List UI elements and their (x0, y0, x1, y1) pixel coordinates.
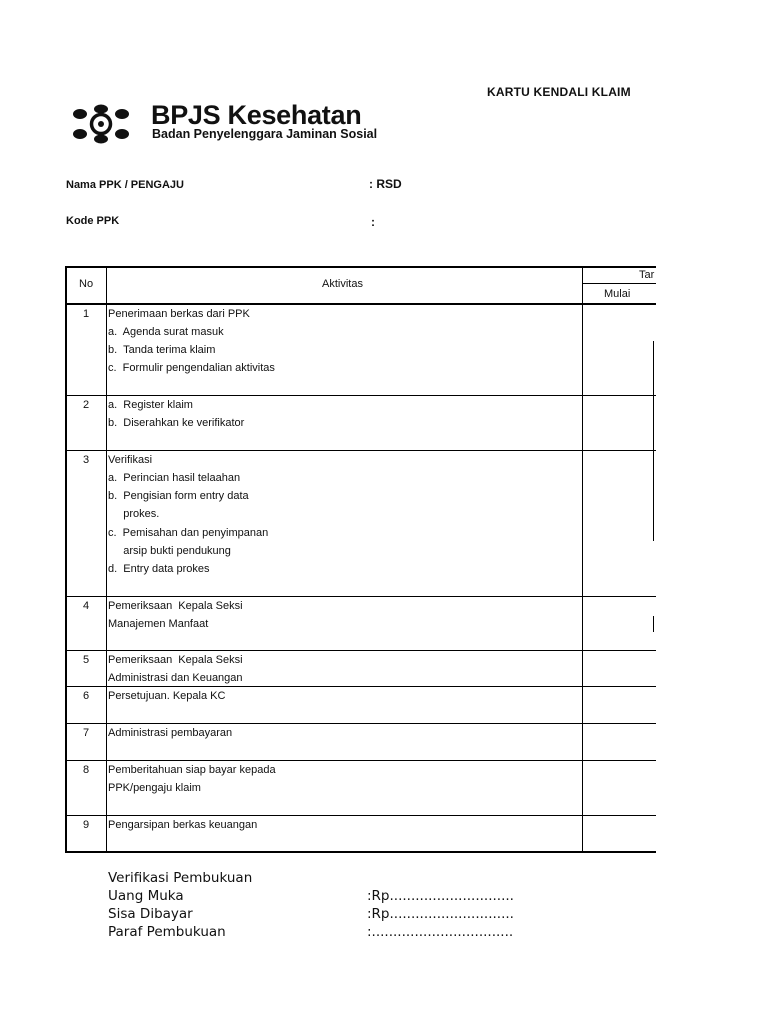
row-number: 7 (83, 727, 90, 739)
activity-line: Persetujuan. Kepala KC (108, 690, 226, 702)
activity-line: b. Tanda terima klaim (108, 344, 216, 356)
brand-name: BPJS Kesehatan (151, 100, 362, 130)
activity-line: a. Agenda surat masuk (108, 326, 224, 338)
header-no: No (79, 278, 94, 290)
row-number: 9 (83, 819, 90, 831)
activity-line: Manajemen Manfaat (108, 618, 209, 630)
table-top-border (65, 266, 656, 268)
footer-heading: Verifikasi Pembukuan (108, 870, 253, 886)
row-number: 3 (83, 454, 90, 466)
row-number: 4 (83, 600, 90, 612)
activity-line: a. Register klaim (108, 399, 193, 411)
activity-line: Verifikasi (108, 454, 153, 466)
table-left-border (65, 266, 67, 853)
row-number: 1 (83, 308, 90, 320)
form-title: KARTU KENDALI KLAIM (487, 85, 631, 99)
ppk-name-value: : RSD (369, 177, 402, 191)
ppk-name-label: Nama PPK / PENGAJU (66, 179, 184, 191)
row-number: 6 (83, 690, 90, 702)
clipped-column-line (653, 616, 654, 632)
header-start: Mulai (604, 288, 631, 300)
activity-line: Administrasi dan Keuangan (108, 672, 243, 684)
activity-line: Pemeriksaan Kepala Seksi (108, 600, 243, 612)
footer-value-paraf: :................................. (367, 924, 514, 940)
activity-line: Pemberitahuan siap bayar kepada (108, 764, 276, 776)
activity-line: Pemeriksaan Kepala Seksi (108, 654, 243, 666)
ppk-code-label: Kode PPK (66, 215, 120, 227)
activity-line: b. Pengisian form entry data (108, 490, 249, 502)
activity-line: arsip bukti pendukung (108, 545, 231, 557)
activity-line: c. Pemisahan dan penyimpanan (108, 527, 269, 539)
clipped-column-line (653, 341, 654, 541)
row-separator (65, 450, 656, 451)
row-number: 5 (83, 654, 90, 666)
footer-label-remaining: Sisa Dibayar (108, 906, 193, 922)
activity-line: a. Perincian hasil telaahan (108, 472, 241, 484)
activity-line: PPK/pengaju klaim (108, 782, 201, 794)
table-bottom-border (65, 851, 656, 853)
activity-line: c. Formulir pengendalian aktivitas (108, 362, 275, 374)
activity-line: d. Entry data prokes (108, 563, 210, 575)
claim-control-table (65, 266, 656, 853)
activity-line: prokes. (108, 508, 160, 520)
footer-label-advance: Uang Muka (108, 888, 184, 904)
footer-value-advance: :Rp............................. (367, 888, 514, 904)
no-column-divider (106, 266, 107, 853)
row-number: 2 (83, 399, 90, 411)
brand-logo (71, 100, 431, 146)
header-activity: Aktivitas (322, 278, 363, 290)
footer-value-remaining: :Rp............................. (367, 906, 514, 922)
activity-line: Penerimaan berkas dari PPK (108, 308, 250, 320)
ppk-code-value: : (371, 215, 375, 229)
activity-line: Pengarsipan berkas keuangan (108, 819, 258, 831)
activity-line: Administrasi pembayaran (108, 727, 233, 739)
activity-line: b. Diserahkan ke verifikator (108, 417, 245, 429)
header-date-group: Tar (639, 269, 655, 281)
bpjs-logo-icon (71, 104, 131, 144)
date-subheader-divider (582, 283, 656, 284)
footer-label-paraf: Paraf Pembukuan (108, 924, 226, 940)
brand-tagline: Badan Penyelenggara Jaminan Sosial (152, 127, 378, 141)
activity-column-divider (582, 266, 583, 853)
row-number: 8 (83, 764, 90, 776)
